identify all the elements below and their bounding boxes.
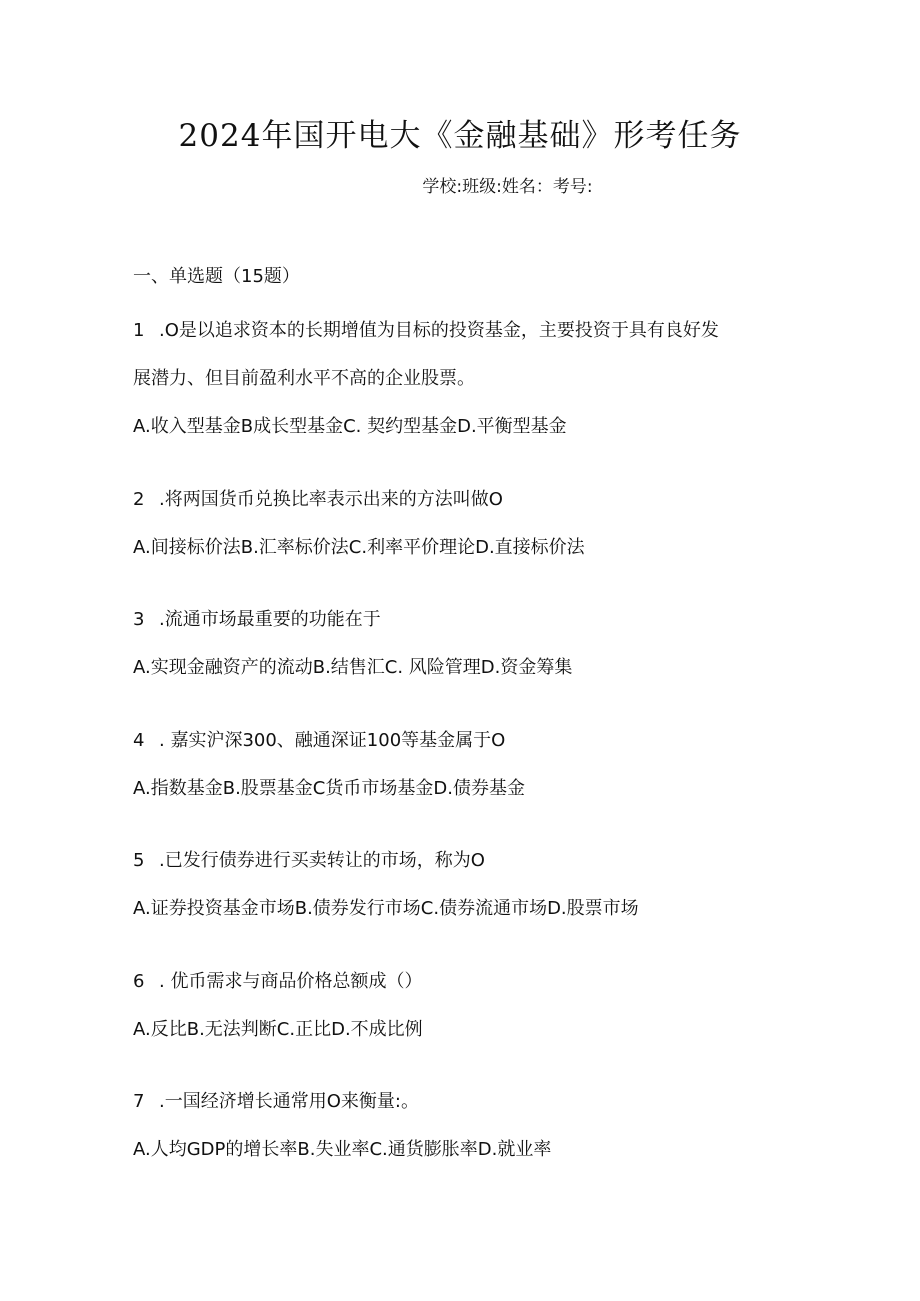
- question-number: 7: [133, 1091, 145, 1112]
- question-stem: . 嘉实沪深300、融通深证100等基金属于O: [159, 730, 506, 751]
- question-1-options: A.收入型基金B成长型基金C. 契约型基金D.平衡型基金: [133, 416, 567, 437]
- question-stem: .将两国货币兑换比率表示出来的方法叫做O: [159, 489, 503, 510]
- question-stem: .流通市场最重要的功能在于: [159, 609, 381, 630]
- question-number: 1: [133, 320, 145, 341]
- question-6: [133, 967, 422, 993]
- question-4-options: A.指数基金B.股票基金C货币市场基金D.债券基金: [133, 778, 525, 799]
- question-number: 5: [133, 850, 145, 871]
- question-1-stem-continued: 展潜力、但目前盈利水平不高的企业股票。: [133, 368, 475, 389]
- question-stem: .一国经济增长通常用O来衡量:。: [159, 1091, 419, 1112]
- document-title: 2024年国开电大《金融基础》形考任务: [178, 118, 742, 154]
- question-number: 3: [133, 609, 145, 630]
- section-heading: 一、单选题（15题）: [133, 266, 300, 287]
- question-7: [133, 1087, 419, 1113]
- question-1: [133, 316, 719, 342]
- question-3-options: A.实现金融资产的流动B.结售汇C. 风险管理D.资金筹集: [133, 657, 573, 678]
- question-number: 2: [133, 489, 145, 510]
- question-stem: . 优币需求与商品价格总额成（）: [159, 971, 423, 992]
- question-6-options: A.反比B.无法判断C.正比D.不成比例: [133, 1019, 423, 1040]
- question-2-options: A.间接标价法B.汇率标价法C.利率平价理论D.直接标价法: [133, 537, 585, 558]
- question-stem: .已发行债券进行买卖转让的市场，称为O: [159, 850, 485, 871]
- question-4: [133, 726, 505, 752]
- question-number: 6: [133, 971, 145, 992]
- question-number: 4: [133, 730, 145, 751]
- question-3: [133, 605, 381, 631]
- question-stem: .O是以追求资本的长期增值为目标的投资基金，主要投资于具有良好发: [159, 320, 719, 341]
- question-2: [133, 485, 503, 511]
- student-info-line: 学校:班级:姓名：考号:: [422, 177, 593, 197]
- question-7-options: A.人均GDP的增长率B.失业率C.通货膨胀率D.就业率: [133, 1139, 552, 1160]
- question-5-options: A.证券投资基金市场B.债券发行市场C.债券流通市场D.股票市场: [133, 898, 639, 919]
- question-5: [133, 846, 485, 872]
